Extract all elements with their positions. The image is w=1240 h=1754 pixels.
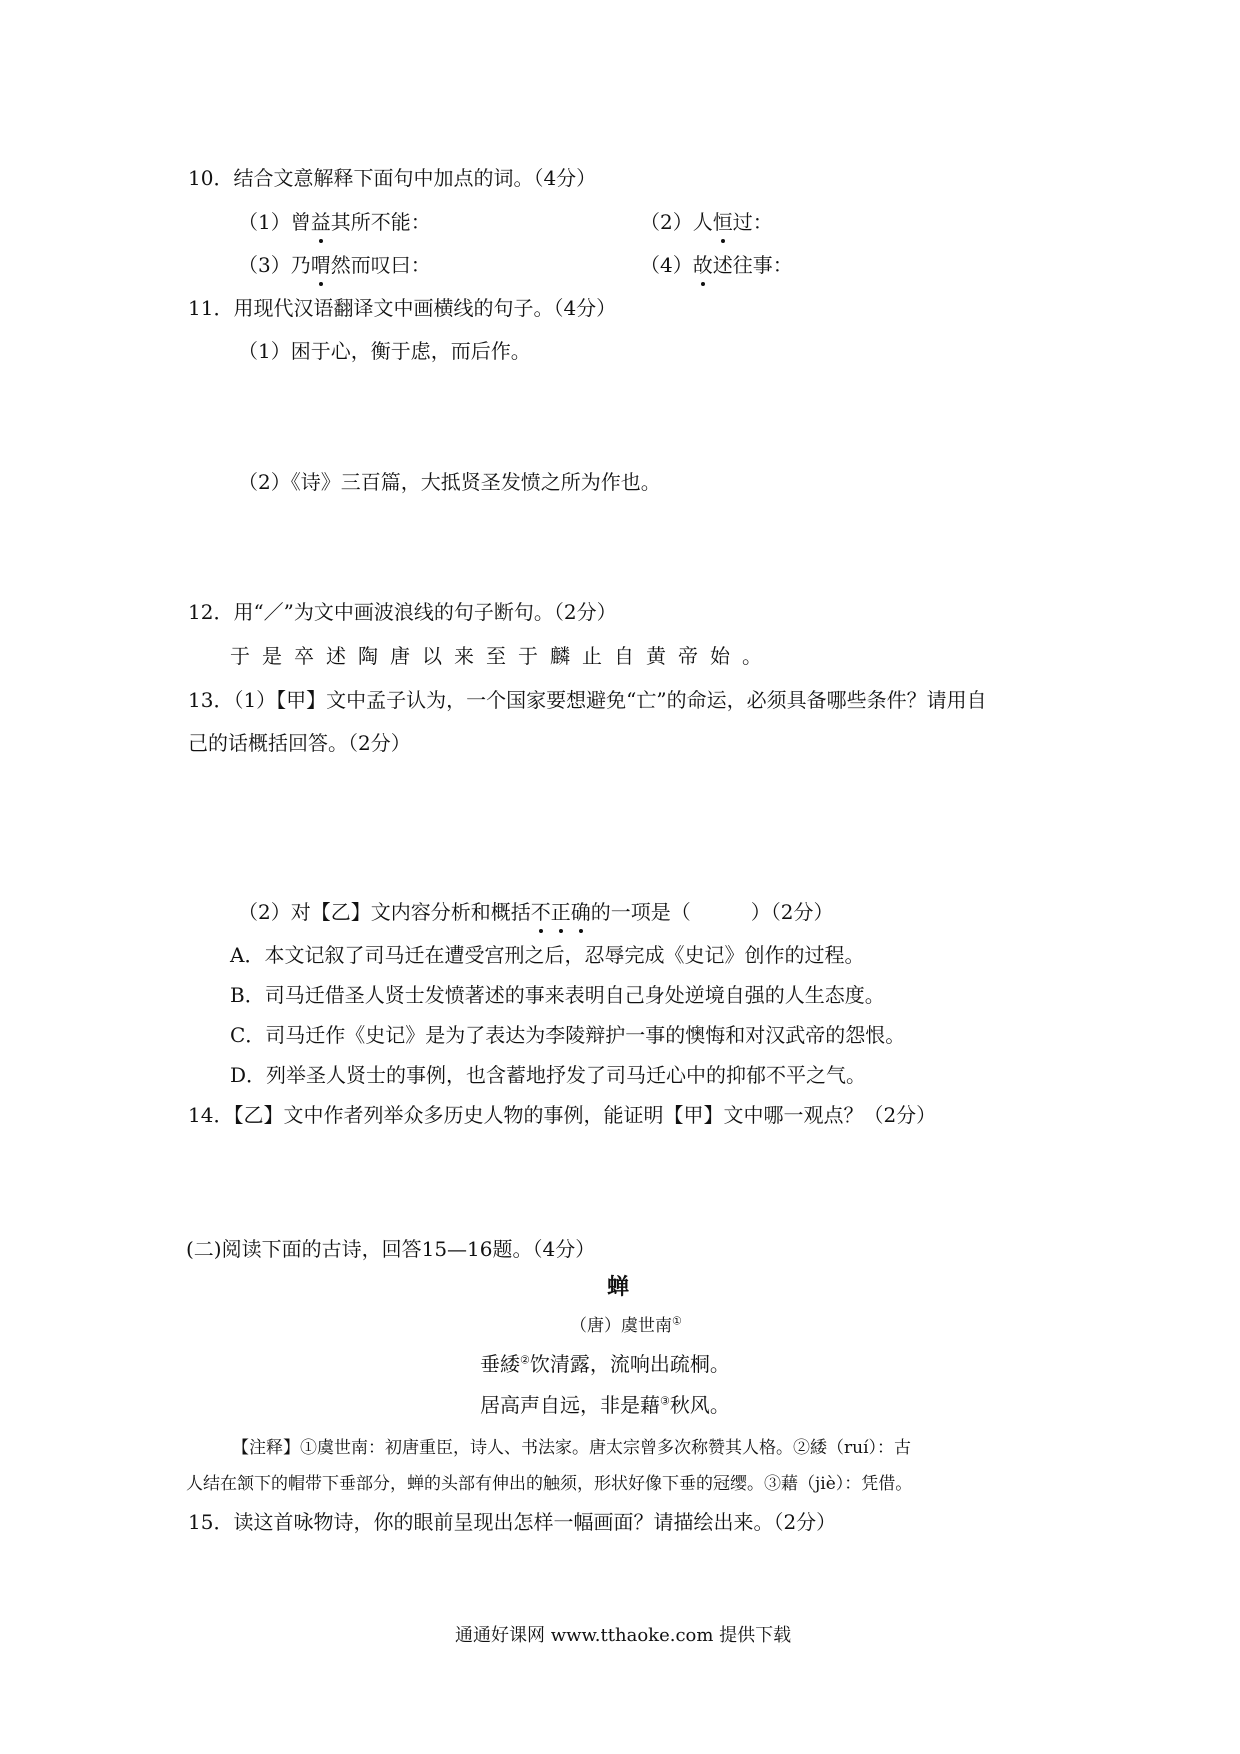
emphasis-dot-char: 益 (310, 210, 331, 234)
footer-credit: 通通好课网 www.tthaoke.com 提供下载 (455, 1625, 792, 1646)
poem-line-1: 垂緌②饮清露，流响出疏桐。 (480, 1352, 730, 1376)
q10-item-1: （1）曾益其所不能： (238, 210, 431, 234)
q13-option-a: A．本文记叙了司马迁在遭受宫刑之后，忍辱完成《史记》创作的过程。 (230, 943, 865, 967)
q13-option-d: D．列举圣人贤士的事例，也含蓄地抒发了司马迁心中的抑郁不平之气。 (230, 1063, 867, 1087)
poem-author: （唐）虞世南① (570, 1314, 682, 1336)
emphasis-dot-char: 正 (550, 900, 571, 924)
q13-option-c: C．司马迁作《史记》是为了表达为李陵辩护一事的懊悔和对汉武帝的怨恨。 (230, 1023, 906, 1047)
q12-sentence: 于是卒述陶唐以来至于麟止自黄帝始。 (230, 644, 774, 668)
q10-item-4: （4）故述往事： (640, 253, 793, 277)
emphasis-dot-char: 喟 (310, 253, 331, 277)
section2-intro: (二)阅读下面的古诗，回答15—16题。（4分） (186, 1237, 596, 1261)
q11-stem: 11．用现代汉语翻译文中画横线的句子。（4分） (188, 296, 617, 320)
emphasis-dot-char: 确 (570, 900, 591, 924)
q15-stem: 15．读这首咏物诗，你的眼前呈现出怎样一幅画面？请描绘出来。（2分） (188, 1510, 837, 1534)
q10-item-2: （2）人恒过： (640, 210, 773, 234)
emphasis-dot-char: 恒 (712, 210, 733, 234)
poem-title: 蝉 (607, 1274, 630, 1300)
q12-stem: 12．用“／”为文中画波浪线的句子断句。（2分） (188, 600, 617, 624)
q13-sub-2: （2）对【乙】文内容分析和概括不正确的一项是（ ）（2分） (238, 900, 834, 924)
q11-sentence-1: （1）困于心，衡于虑，而后作。 (238, 339, 531, 363)
q13-option-b: B．司马迁借圣人贤士发愤著述的事来表明自己身处逆境自强的人生态度。 (230, 983, 885, 1007)
q11-sentence-2: （2）《诗》三百篇，大抵贤圣发愤之所为作也。 (238, 470, 661, 494)
emphasis-dot-char: 不 (530, 900, 551, 924)
q10-stem: 10．结合文意解释下面句中加点的词。（4分） (188, 166, 597, 190)
poem-line-2: 居高声自远，非是藉③秋风。 (480, 1393, 730, 1417)
poem-note-line-2: 人结在颔下的帽带下垂部分，蝉的头部有伸出的触须，形状好像下垂的冠缨。③藉（jiè）：凭借。 (186, 1474, 913, 1494)
q14-stem: 14．【乙】文中作者列举众多历史人物的事例，能证明【甲】文中哪一观点？（2分） (188, 1103, 937, 1127)
poem-note-line-1: 【注释】①虞世南：初唐重臣，诗人、书法家。唐太宗曾多次称赞其人格。②緌（ruí）：古 (232, 1438, 912, 1458)
q13-line-2: 己的话概括回答。（2分） (188, 731, 411, 755)
q13-line-1: 13．（1）【甲】文中孟子认为，一个国家要想避免“亡”的命运，必须具备哪些条件？请用自 (188, 688, 987, 712)
q10-item-3: （3）乃喟然而叹曰： (238, 253, 431, 277)
emphasis-dot-char: 故 (692, 253, 713, 277)
